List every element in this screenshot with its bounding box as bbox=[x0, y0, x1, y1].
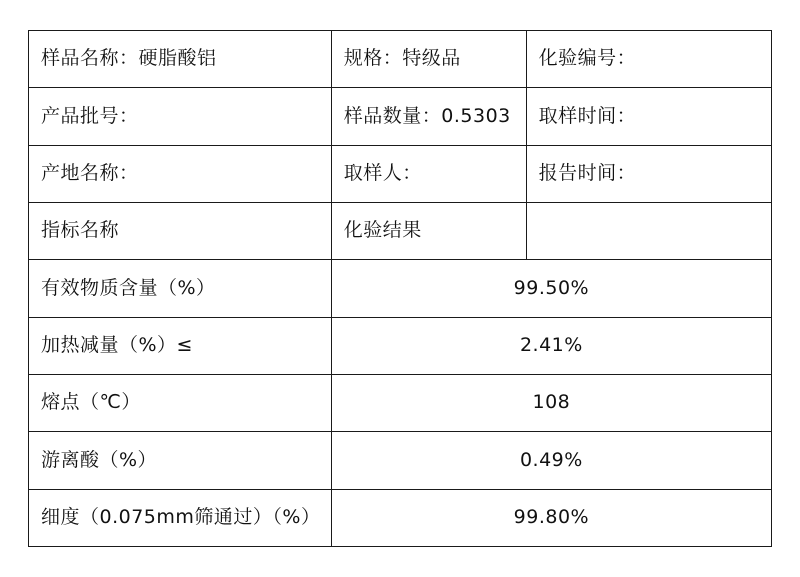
cell-result: 2.41% bbox=[331, 317, 771, 374]
cell-empty-header bbox=[526, 202, 771, 259]
cell-indicator: 熔点（℃） bbox=[29, 374, 332, 431]
cell-sampling-time: 取样时间： bbox=[526, 88, 771, 145]
cell-indicator: 游离酸（%） bbox=[29, 432, 332, 489]
table-row bbox=[29, 88, 772, 145]
cell-sample-quantity: 样品数量：0.5303 bbox=[331, 88, 526, 145]
cell-result: 99.80% bbox=[331, 489, 771, 546]
cell-indicator-header: 指标名称 bbox=[29, 202, 332, 259]
report-sheet bbox=[28, 30, 772, 547]
cell-result: 0.49% bbox=[331, 432, 771, 489]
cell-specification: 规格：特级品 bbox=[331, 31, 526, 88]
table-row bbox=[29, 260, 772, 317]
cell-sampler: 取样人： bbox=[331, 145, 526, 202]
cell-origin-name: 产地名称： bbox=[29, 145, 332, 202]
cell-sample-name: 样品名称：硬脂酸铝 bbox=[29, 31, 332, 88]
table-row bbox=[29, 202, 772, 259]
cell-result: 108 bbox=[331, 374, 771, 431]
cell-indicator: 加热减量（%）≤ bbox=[29, 317, 332, 374]
table-row bbox=[29, 432, 772, 489]
table-row bbox=[29, 489, 772, 546]
cell-result-header: 化验结果 bbox=[331, 202, 526, 259]
analysis-report-table bbox=[28, 30, 772, 547]
cell-indicator: 有效物质含量（%） bbox=[29, 260, 332, 317]
table-row bbox=[29, 31, 772, 88]
table-row bbox=[29, 317, 772, 374]
table-row bbox=[29, 374, 772, 431]
cell-indicator: 细度（0.075mm筛通过）（%） bbox=[29, 489, 332, 546]
table-row bbox=[29, 145, 772, 202]
cell-result: 99.50% bbox=[331, 260, 771, 317]
cell-batch-number: 产品批号： bbox=[29, 88, 332, 145]
table-body bbox=[29, 31, 772, 547]
cell-test-number: 化验编号： bbox=[526, 31, 771, 88]
cell-report-time: 报告时间： bbox=[526, 145, 771, 202]
